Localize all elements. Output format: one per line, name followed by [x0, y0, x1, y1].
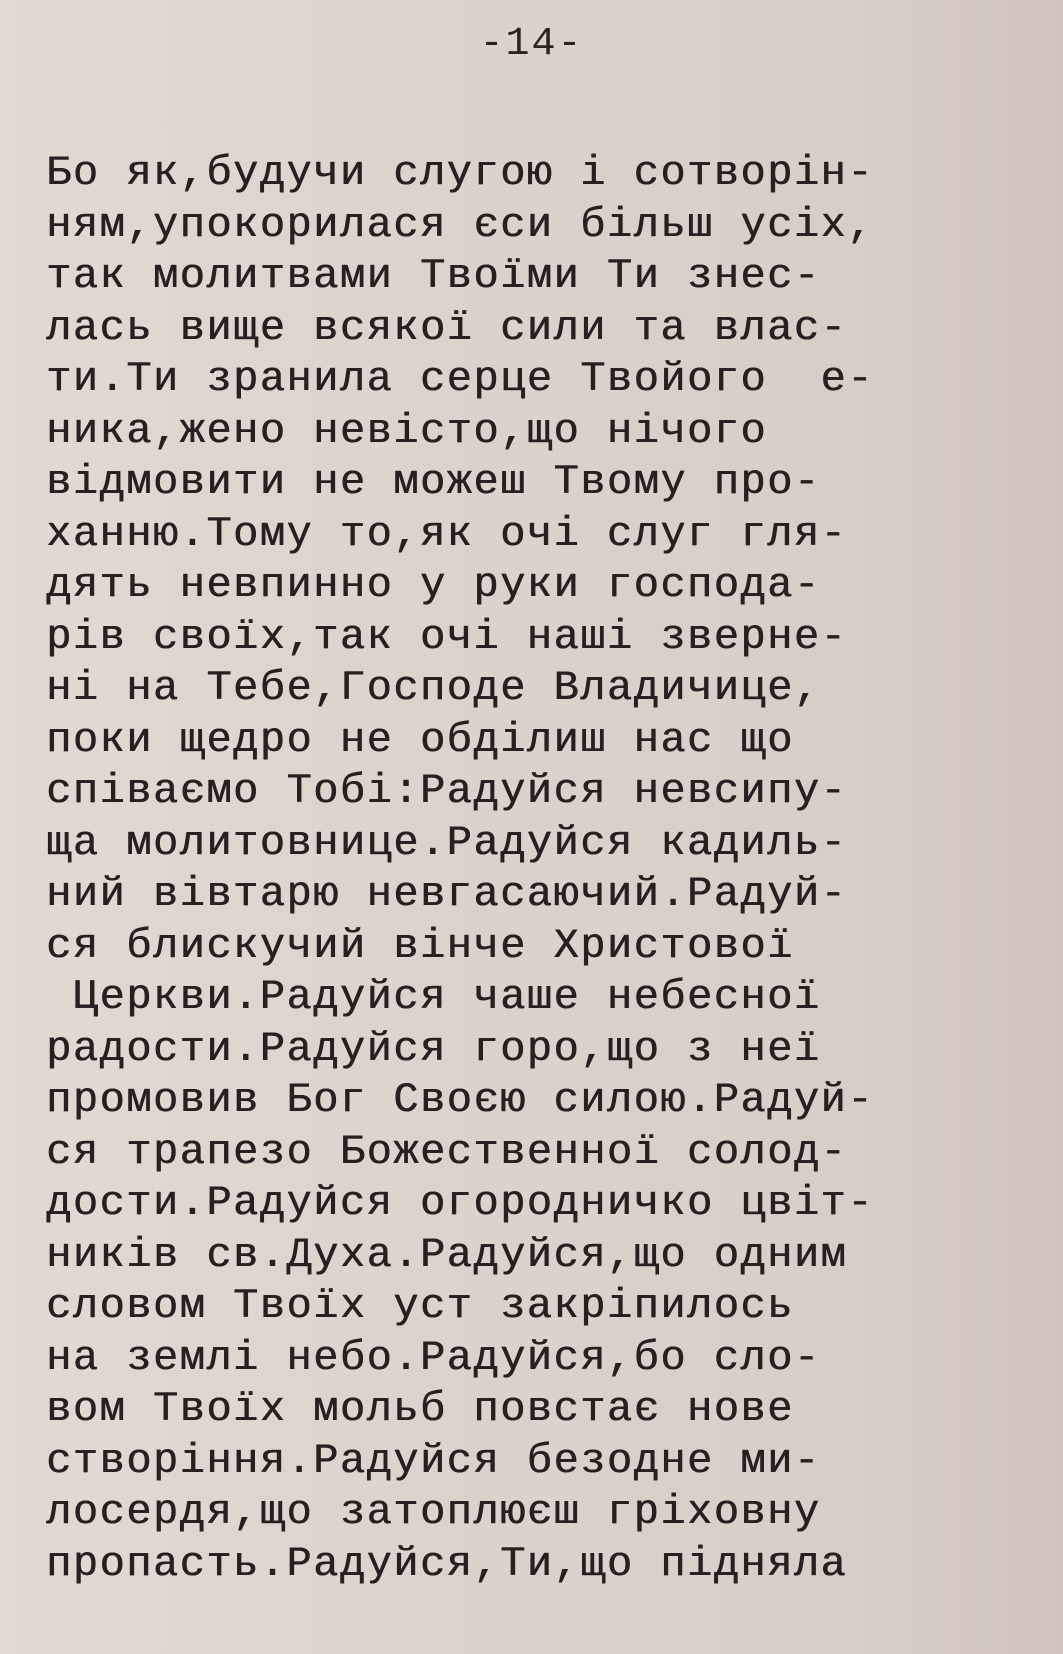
text-line: ні на Тебе,Господе Владичице,: [46, 664, 821, 712]
text-line: співаємо Тобі:Радуйся невсипу-: [46, 767, 848, 815]
text-line: лась вище всякої сили та влас-: [46, 303, 848, 352]
text-line: ний вівтарю невгасаючий.Радуй-: [46, 870, 848, 918]
text-line: ся трапезо Божественної солод-: [46, 1127, 848, 1176]
page-number: -14-: [479, 22, 584, 67]
text-line: рів своїх,так очі наші зверне-: [46, 612, 848, 661]
text-line: ща молитовнице.Радуйся кадиль-: [46, 818, 848, 867]
text-line: ника,жено невісто,що нічого: [46, 406, 768, 455]
text-line: словом Твоїх уст закріпилось: [46, 1282, 794, 1330]
text-line: Бо як,будучи слугою і сотворін-: [46, 149, 874, 197]
text-line: так молитвами Твоїми Ти знес-: [46, 252, 821, 300]
text-line: лосердя,що затоплюєш гріховну: [46, 1488, 821, 1536]
body-text: [46, 148, 1046, 1590]
text-line: Церкви.Радуйся чаше небесної: [46, 973, 821, 1021]
text-line: вом Твоїх мольб повстає нове: [46, 1385, 794, 1433]
text-line: поки щедро не обділиш нас що: [46, 715, 794, 764]
text-line: на землі небо.Радуйся,бо сло-: [46, 1333, 821, 1382]
text-line: дять невпинно у руки господа-: [46, 561, 821, 609]
text-line: радости.Радуйся горо,що з неї: [46, 1024, 821, 1073]
text-line: ників св.Духа.Радуйся,що одним: [46, 1230, 848, 1279]
text-line: створіння.Радуйся безодне ми-: [46, 1436, 821, 1485]
text-line: ся блискучий вінче Христової: [46, 921, 794, 970]
text-line: пропасть.Радуйся,Ти,що підняла: [46, 1539, 848, 1588]
text-line: дости.Радуйся огородничко цвіт-: [46, 1179, 874, 1227]
text-line: промовив Бог Своєю силою.Радуй-: [46, 1076, 874, 1124]
text-line: відмовити не можеш Твому про-: [46, 458, 821, 506]
text-line: ти.Ти зранила серце Твойого е-: [46, 355, 874, 403]
text-line: ням,упокорилася єси більш усіх,: [46, 200, 874, 249]
text-line: ханню.Тому то,як очі слуг гля-: [46, 509, 848, 558]
